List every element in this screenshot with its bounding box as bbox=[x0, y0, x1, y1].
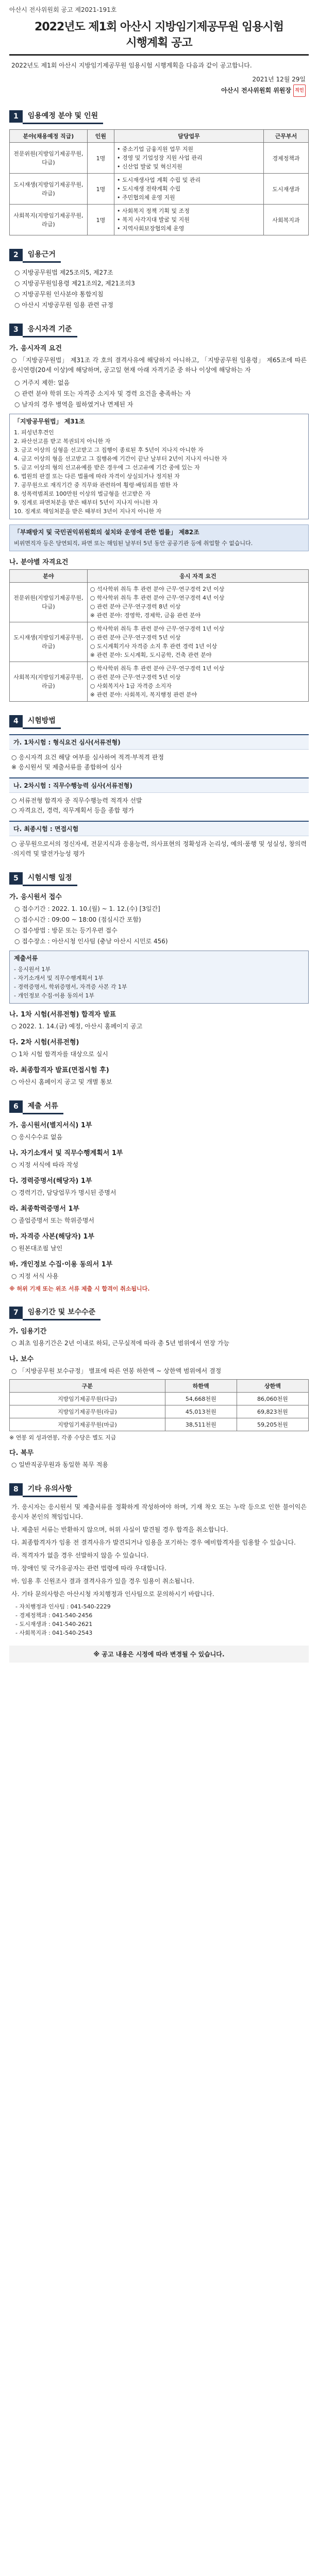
cell-count: 1명 bbox=[87, 205, 114, 235]
section-2-header bbox=[9, 247, 309, 263]
duty-text: ○ 일반직공무원과 동일한 복무 적용 bbox=[11, 1461, 109, 1468]
list-item: ○ 접수기간 : 2022. 1. 10.(월) ~ 1. 12.(수) [3일간] bbox=[14, 905, 160, 912]
box-item: - 경력증명서, 학위증명서, 자격증 사본 각 1부 bbox=[14, 984, 127, 990]
contact-item: - 경제정책과 : 041-540-2456 bbox=[15, 1612, 93, 1619]
notice-item: 나. 제출된 서류는 반환하지 않으며, 허위 사실이 발견될 경우 합격을 취소합니다. bbox=[11, 1526, 228, 1533]
list-item: ○ 남자의 경우 병역을 필하였거나 면제된 자 bbox=[14, 401, 133, 408]
list-item: ○ 접수시간 : 09:00 ~ 18:00 (점심시간 포함) bbox=[14, 916, 141, 923]
box-item: 3. 금고 이상의 실형을 선고받고 그 집행이 종료된 후 5년이 지나지 아니한 자 bbox=[14, 447, 204, 453]
box-item: - 응시원서 1부 bbox=[14, 966, 51, 973]
schedule-title: 라. 최종합격자 발표(면접시험 후) bbox=[9, 1066, 109, 1074]
section-6-header bbox=[9, 1098, 309, 1114]
cell-field: 사회복지(지방임기제공무원, 라급) bbox=[10, 205, 88, 235]
anti-corruption-box bbox=[9, 524, 309, 551]
document-text: ○ 원본대조필 날인 bbox=[11, 1245, 63, 1252]
pay-table bbox=[9, 1379, 309, 1431]
th-dept: 근무부서 bbox=[264, 130, 309, 143]
documents-note-box bbox=[9, 951, 309, 1004]
list-item: ○ 접수방법 : 방문 또는 등기우편 접수 bbox=[14, 927, 118, 934]
stage-title: 가. 1차시험 : 형식요건 심사(서류전형) bbox=[9, 734, 309, 750]
box-title: 「지방공무원법」 제31조 bbox=[14, 418, 85, 425]
notice-item: 다. 최종합격자가 임용 전 결격사유가 발견되거나 임용을 포기하는 경우 예비합격자를 임용할 수 있습니다. bbox=[11, 1539, 296, 1546]
box-item: 10. 징계로 해임처분을 받은 때부터 3년이 지나지 아니한 자 bbox=[14, 508, 162, 515]
table-row bbox=[10, 205, 309, 235]
cell-tasks: • 사회복지 정책 기획 및 조정 • 복지 사각지대 발굴 및 지원 • 지역사회보장협의체 운영 bbox=[114, 205, 263, 235]
list-item: ○ 아산시 지방공무원 임용 관련 규정 bbox=[14, 301, 113, 309]
table-row bbox=[10, 1405, 309, 1418]
table-row bbox=[10, 1418, 309, 1431]
th-field: 분야 bbox=[10, 570, 88, 583]
list-item: ○ 접수장소 : 아산시청 인사팀 (충남 아산시 시민로 456) bbox=[14, 938, 168, 945]
section-8-header bbox=[9, 1481, 309, 1497]
section-title: 제출 서류 bbox=[23, 1098, 63, 1114]
stage-text: ○ 공무원으로서의 정신자세, 전문지식과 응용능력, 의사표현의 정확성과 논리성, 예의·품행 및 성실성, 창의력·의지력 및 발전가능성 평가 bbox=[11, 840, 307, 857]
section-3-header bbox=[9, 321, 309, 337]
cell-dept: 사회복지과 bbox=[264, 205, 309, 235]
pay-note: ※ 연봉 외 성과연봉, 각종 수당은 별도 지급 bbox=[9, 1434, 116, 1441]
th-max: 상한액 bbox=[237, 1380, 308, 1393]
disqualification-box bbox=[9, 414, 309, 519]
section-number: 1 bbox=[9, 110, 23, 123]
schedule-text: ○ 1차 시험 합격자를 대상으로 실시 bbox=[11, 1050, 108, 1058]
cell-requirement: ○ 학사학위 취득 후 관련 분야 근무·연구경력 1년 이상 ○ 관련 분야 근무·연구경력 5년 이상 ○ 도시계획기사 자격증 소지 후 관련 경력 1년 이상 ※ 관련 분야: 도시계획, 도시공학, 건축 관련 분야 bbox=[87, 622, 308, 662]
legal-basis-list bbox=[14, 268, 309, 310]
document-text: ○ 지정 서식에 따라 작성 bbox=[11, 1161, 79, 1168]
subsection-title: 가. 응시원서 접수 bbox=[9, 893, 62, 901]
section-5-header bbox=[9, 870, 309, 886]
stage-text: ○ 서류전형 합격자 중 직무수행능력 적격자 선발 ○ 자격요건, 경력, 직무계획서 등을 종합 평가 bbox=[11, 797, 142, 814]
subsection-title: 가. 응시자격 요건 bbox=[9, 345, 62, 352]
cell-grade: 지방임기제공무원(마급) bbox=[10, 1418, 165, 1431]
cell-field: 도시재생(지방임기제공무원, 라급) bbox=[10, 622, 88, 662]
subsection-title: 나. 분야별 자격요건 bbox=[9, 558, 69, 566]
schedule-text: ○ 2022. 1. 14.(금) 예정, 아산시 홈페이지 공고 bbox=[11, 1023, 143, 1030]
section-title: 시험시행 일정 bbox=[23, 870, 77, 886]
positions-table bbox=[9, 129, 309, 235]
cell-field: 전문위원(지방임기제공무원, 다급) bbox=[10, 143, 88, 174]
footer-note: ※ 공고 내용은 시정에 따라 변경될 수 있습니다. bbox=[9, 1646, 309, 1663]
contact-item: - 자치행정과 인사팀 : 041-540-2229 bbox=[15, 1603, 111, 1610]
box-item: 6. 법원의 판결 또는 다른 법률에 따라 자격이 상실되거나 정지된 자 bbox=[14, 473, 180, 480]
seal-stamp-icon: 직인 bbox=[293, 84, 306, 97]
box-item: 1. 피성년후견인 bbox=[14, 429, 54, 436]
schedule-text: ○ 아산시 홈페이지 공고 및 개별 통보 bbox=[11, 1078, 112, 1086]
list-item: ○ 지방공무원법 제25조의5, 제27조 bbox=[14, 269, 113, 276]
cell-requirement: ○ 석사학위 취득 후 관련 분야 근무·연구경력 2년 이상 ○ 학사학위 취득 후 관련 분야 근무·연구경력 4년 이상 ○ 관련 분야 근무·연구경력 8년 이상 ※ 관련 분야: 경영학, 경제학, 금융 관련 분야 bbox=[87, 583, 308, 622]
document-title: 다. 경력증명서(해당자) 1부 bbox=[9, 1177, 92, 1185]
intro-text: 2022년도 제1회 아산시 지방임기제공무원 임용시험 시행계획을 다음과 같이 공고합니다. bbox=[11, 62, 252, 69]
table-row bbox=[10, 143, 309, 174]
section-number: 4 bbox=[9, 715, 23, 727]
cell-max: 59,205천원 bbox=[237, 1418, 308, 1431]
document-text: ○ 경력기간, 담당업무가 명시된 증명서 bbox=[11, 1189, 116, 1196]
issuing-org: 아산시 전사위원회 위원장 직인 bbox=[12, 84, 306, 97]
section-title: 응시자격 기준 bbox=[23, 321, 77, 337]
cell-grade: 지방임기제공무원(다급) bbox=[10, 1393, 165, 1405]
box-item: 5. 금고 이상의 형의 선고유예를 받은 경우에 그 선고유예 기간 중에 있는 자 bbox=[14, 464, 200, 471]
subsection-title: 다. 복무 bbox=[9, 1449, 34, 1457]
cell-min: 38,511천원 bbox=[165, 1418, 237, 1431]
page-title: 2022년도 제1회 아산시 지방임기제공무원 임용시험 bbox=[35, 21, 283, 33]
document-text: ○ 졸업증명서 또는 학위증명서 bbox=[11, 1217, 95, 1224]
document-title: 라. 최종학력증명서 1부 bbox=[9, 1205, 80, 1213]
section-number: 8 bbox=[9, 1483, 23, 1496]
box-item: - 개인정보 수집·이용 동의서 1부 bbox=[14, 992, 94, 999]
document-text: ○ 응시수수료 없음 bbox=[11, 1133, 63, 1141]
subsection-title: 가. 임용기간 bbox=[9, 1328, 47, 1335]
contact-item: - 사회복지과 : 041-540-2543 bbox=[15, 1630, 93, 1636]
cell-tasks: • 중소기업 금융지원 업무 지원 • 경영 및 기업성장 지원 사업 관리 • 신산업 발굴 및 혁신지원 bbox=[114, 143, 263, 174]
cell-max: 86,060천원 bbox=[237, 1393, 308, 1405]
table-row bbox=[10, 1393, 309, 1405]
section-number: 6 bbox=[9, 1100, 23, 1113]
stage-text: ○ 응시자격 요건 해당 여부를 심사하여 적격·부적격 판정 ※ 응시원서 및 제출서류를 종합하여 심사 bbox=[11, 754, 164, 771]
notice-item: 라. 적격자가 없을 경우 선발하지 않을 수 있습니다. bbox=[11, 1552, 149, 1559]
section-7-header bbox=[9, 1304, 309, 1320]
box-title: 제출서류 bbox=[14, 955, 38, 962]
stage-title: 다. 최종시험 : 면접시험 bbox=[9, 821, 309, 836]
section-title: 임용근거 bbox=[23, 247, 61, 263]
schedule-title: 다. 2차 시험(서류전형) bbox=[9, 1039, 79, 1046]
box-item: 9. 징계로 파면처분을 받은 때부터 5년이 지나지 아니한 자 bbox=[14, 499, 158, 506]
list-item: ○ 지방공무원 인사분야 통합지침 bbox=[14, 291, 104, 298]
section-number: 3 bbox=[9, 324, 23, 336]
list-item: ○ 거주지 제한: 없음 bbox=[14, 379, 70, 386]
section-1-header bbox=[9, 108, 309, 124]
cell-count: 1명 bbox=[87, 174, 114, 205]
contact-item: - 도시재생과 : 041-540-2621 bbox=[15, 1621, 93, 1628]
box-item: 7. 공무원으로 재직기간 중 직무와 관련하여 횡령·배임죄를 범한 자 bbox=[14, 482, 178, 488]
section-title: 기타 유의사항 bbox=[23, 1481, 77, 1497]
table-row bbox=[10, 583, 309, 622]
section-number: 7 bbox=[9, 1307, 23, 1319]
th-min: 하한액 bbox=[165, 1380, 237, 1393]
document-title: 바. 개인정보 수집·이용 동의서 1부 bbox=[9, 1261, 113, 1268]
th-grade: 구분 bbox=[10, 1380, 165, 1393]
pay-text: ○ 「지방공무원 보수규정」 별표에 따른 연봉 하한액 ~ 상한액 범위에서 결정 bbox=[11, 1367, 222, 1375]
section-title: 시험방법 bbox=[23, 713, 61, 729]
warning-note: ※ 허위 기재 또는 위조 서류 제출 시 합격이 취소됩니다. bbox=[9, 1285, 150, 1292]
cell-field: 전문위원(지방임기제공무원, 다급) bbox=[10, 583, 88, 622]
cell-dept: 도시재생과 bbox=[264, 174, 309, 205]
th-requirement: 응시 자격 요건 bbox=[87, 570, 308, 583]
box-item: 4. 금고 이상의 형을 선고받고 그 집행유예 기간이 끝난 날부터 2년이 지나지 아니한 자 bbox=[14, 455, 227, 462]
notice-date: 2021년 12월 29일 bbox=[252, 76, 306, 83]
cell-dept: 경제정책과 bbox=[264, 143, 309, 174]
requirements-table bbox=[9, 569, 309, 702]
th-field: 분야(채용예정 직급) bbox=[10, 130, 88, 143]
section-title: 임용기간 및 보수수준 bbox=[23, 1304, 101, 1320]
subsection-title: 나. 보수 bbox=[9, 1355, 34, 1363]
cell-field: 사회복지(지방임기제공무원, 라급) bbox=[10, 662, 88, 702]
cell-min: 45,013천원 bbox=[165, 1405, 237, 1418]
th-tasks: 담당업무 bbox=[114, 130, 263, 143]
eligibility-text: ○ 「지방공무원법」 제31조 각 호의 결격사유에 해당하지 아니하고, 「지방공무원 임용령」 제65조에 따른 응시연령(20세 이상)에 해당하며, 공고일 현재 아래 자격기준 중 하나 이상에 해당하는 자 bbox=[11, 357, 307, 374]
title-block bbox=[9, 18, 309, 50]
schedule-title: 나. 1차 시험(서류전형) 합격자 발표 bbox=[9, 1011, 116, 1019]
period-text: ○ 최초 임용기간은 2년 이내로 하되, 근무실적에 따라 총 5년 범위에서 연장 가능 bbox=[11, 1340, 230, 1347]
notice-item: 가. 응시자는 응시원서 및 제출서류를 정확하게 작성하여야 하며, 기재 착오 또는 누락 등으로 인한 불이익은 응시자 본인의 책임입니다. bbox=[11, 1503, 307, 1520]
table-row bbox=[10, 662, 309, 702]
title-divider bbox=[9, 54, 309, 56]
section-title: 임용예정 분야 및 인원 bbox=[23, 108, 103, 124]
cell-field: 도시재생(지방임기제공무원, 라급) bbox=[10, 174, 88, 205]
document-title: 나. 자기소개서 및 직무수행계획서 1부 bbox=[9, 1149, 123, 1157]
cell-max: 69,823천원 bbox=[237, 1405, 308, 1418]
section-4-header bbox=[9, 713, 309, 729]
cell-count: 1명 bbox=[87, 143, 114, 174]
application-list bbox=[14, 904, 309, 946]
notice-item: 마. 장애인 및 국가유공자는 관련 법령에 따라 우대합니다. bbox=[11, 1565, 166, 1572]
box-item: 8. 성폭력범죄로 100만원 이상의 벌금형을 선고받은 자 bbox=[14, 490, 150, 497]
section-number: 5 bbox=[9, 872, 23, 885]
cell-tasks: • 도시재생사업 계획 수립 및 관리 • 도시재생 전략계획 수립 • 주민협의체 운영 지원 bbox=[114, 174, 263, 205]
box-item: - 자기소개서 및 직무수행계획서 1부 bbox=[14, 975, 104, 981]
box-text: 비위면직자 등은 당연퇴직, 파면 또는 해임된 날부터 5년 동안 공공기관 등에 취업할 수 없습니다. bbox=[14, 540, 253, 547]
document-text: ○ 지정 서식 사용 bbox=[11, 1273, 59, 1280]
cell-min: 54,668천원 bbox=[165, 1393, 237, 1405]
table-row bbox=[10, 174, 309, 205]
list-item: ○ 지방공무원임용령 제21조의2, 제21조의3 bbox=[14, 280, 135, 287]
box-item: 2. 파산선고를 받고 복권되지 아니한 자 bbox=[14, 438, 111, 445]
eligibility-list bbox=[14, 378, 309, 410]
cell-grade: 지방임기제공무원(라급) bbox=[10, 1405, 165, 1418]
notice-item: 사. 기타 문의사항은 아산시청 자치행정과 인사팀으로 문의하시기 바랍니다. bbox=[11, 1590, 214, 1598]
th-count: 인원 bbox=[87, 130, 114, 143]
page-subtitle: 시행계획 공고 bbox=[126, 37, 192, 49]
notice-item: 바. 임용 후 신원조사 결과 결격사유가 있을 경우 임용이 취소됩니다. bbox=[11, 1578, 194, 1585]
document-title: 가. 응시원서(별지서식) 1부 bbox=[9, 1122, 92, 1129]
table-row bbox=[10, 622, 309, 662]
list-item: ○ 관련 분야 학위 또는 자격증 소지자 및 경력 요건을 충족하는 자 bbox=[14, 390, 191, 397]
cell-requirement: ○ 학사학위 취득 후 관련 분야 근무·연구경력 1년 이상 ○ 관련 분야 근무·연구경력 5년 이상 ○ 사회복지사 1급 자격증 소지자 ※ 관련 분야: 사회복지, 복지행정 관련 분야 bbox=[87, 662, 308, 702]
section-number: 2 bbox=[9, 249, 23, 261]
stage-title: 나. 2차시험 : 직무수행능력 심사(서류전형) bbox=[9, 777, 309, 793]
document-title: 마. 자격증 사본(해당자) 1부 bbox=[9, 1233, 95, 1241]
box-title: 「부패방지 및 국민권익위원회의 설치와 운영에 관한 법률」 제82조 bbox=[14, 529, 199, 536]
notice-number: 아산시 전사위원회 공고 제2021-191호 bbox=[9, 6, 117, 13]
